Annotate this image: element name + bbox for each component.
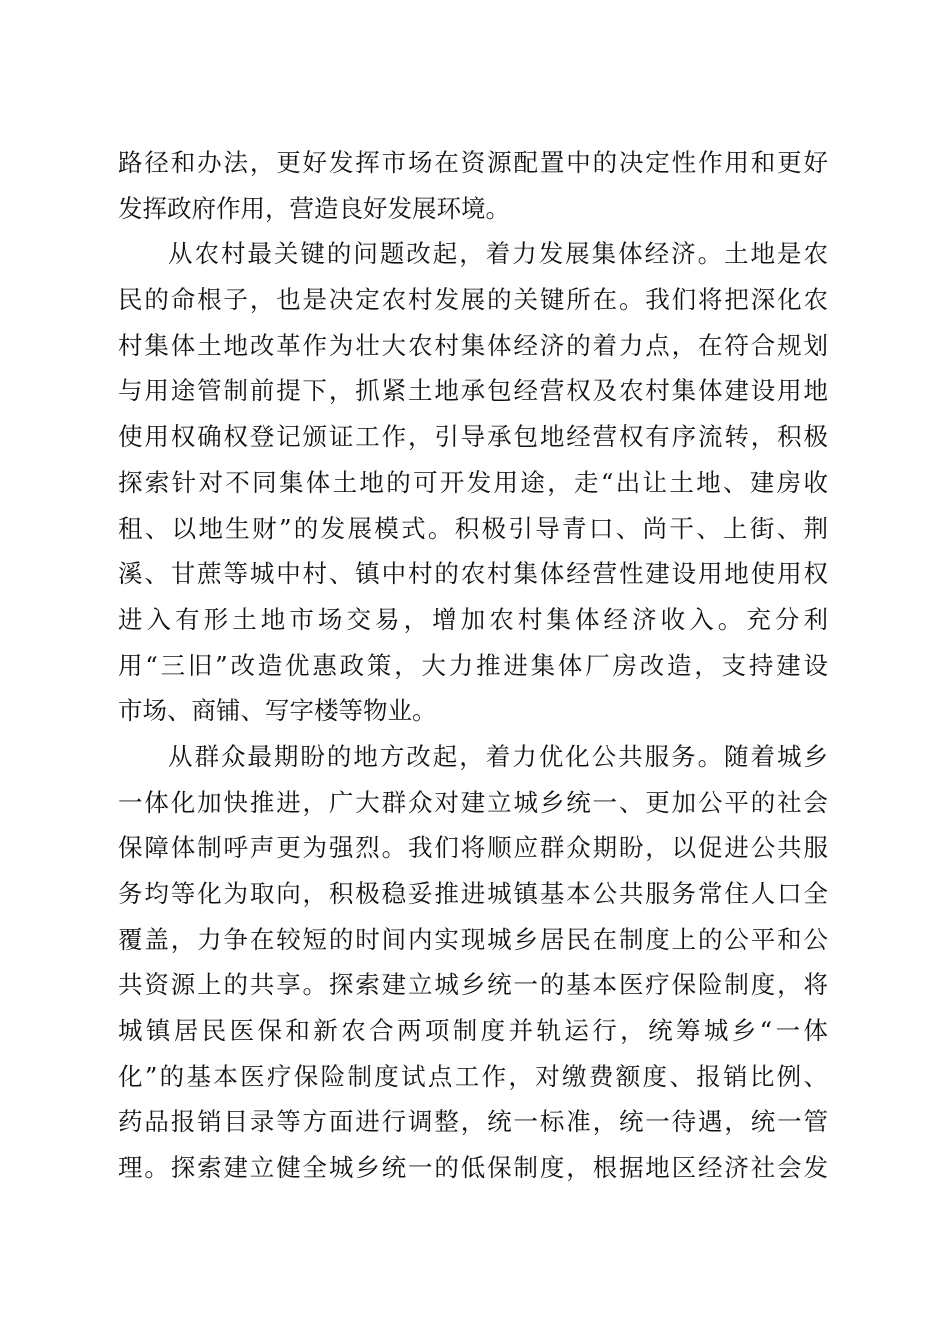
- text-line: 村集体土地改革作为壮大农村集体经济的着力点，在符合规划: [118, 330, 828, 360]
- text-line: 共资源上的共享。探索建立城乡统一的基本医疗保险制度，将: [118, 970, 828, 1000]
- text-line: 路径和办法，更好发挥市场在资源配置中的决定性作用和更好: [118, 148, 828, 177]
- text-line: 进入有形土地市场交易，增加农村集体经济收入。充分利: [118, 604, 828, 634]
- text-line: 探索针对不同集体土地的可开发用途，走“出让土地、建房收: [118, 467, 828, 497]
- text-line: 用“三旧”改造优惠政策，大力推进集体厂房改造，支持建设: [118, 650, 828, 680]
- text-line: 民的命根子，也是决定农村发展的关键所在。我们将把深化农: [118, 285, 828, 315]
- text-line: 从农村最关键的问题改起，着力发展集体经济。土地是农: [168, 239, 828, 269]
- document-page: [118, 140, 828, 1191]
- text-line: 市场、商铺、写字楼等物业。: [118, 696, 437, 726]
- text-line: 务均等化为取向，积极稳妥推进城镇基本公共服务常住人口全: [118, 879, 828, 908]
- text-line: 保障体制呼声更为强烈。我们将顺应群众期盼，以促进公共服: [118, 833, 828, 863]
- text-line: 从群众最期盼的地方改起，着力优化公共服务。随着城乡: [168, 741, 828, 771]
- paragraph-3: [118, 734, 828, 1191]
- paragraph-2: [118, 231, 828, 734]
- text-line: 覆盖，力争在较短的时间内实现城乡居民在制度上的公平和公: [118, 924, 828, 954]
- text-line: 发挥政府作用，营造良好发展环境。: [118, 193, 510, 223]
- text-line: 理。探索建立健全城乡统一的低保制度，根据地区经济社会发: [118, 1153, 828, 1183]
- text-line: 药品报销目录等方面进行调整，统一标准，统一待遇，统一管: [118, 1107, 828, 1137]
- paragraph-1: [118, 140, 828, 231]
- text-line: 溪、甘蔗等城中村、镇中村的农村集体经营性建设用地使用权: [118, 559, 828, 589]
- text-line: 与用途管制前提下，抓紧土地承包经营权及农村集体建设用地: [118, 376, 828, 406]
- text-line: 租、以地生财”的发展模式。积极引导青口、尚干、上街、荆: [118, 513, 828, 543]
- text-line: 化”的基本医疗保险制度试点工作，对缴费额度、报销比例、: [118, 1061, 828, 1091]
- text-line: 使用权确权登记颁证工作，引导承包地经营权有序流转，积极: [118, 422, 828, 452]
- text-line: 城镇居民医保和新农合两项制度并轨运行，统筹城乡“一体: [118, 1016, 828, 1046]
- text-line: 一体化加快推进，广大群众对建立城乡统一、更加公平的社会: [118, 787, 828, 817]
